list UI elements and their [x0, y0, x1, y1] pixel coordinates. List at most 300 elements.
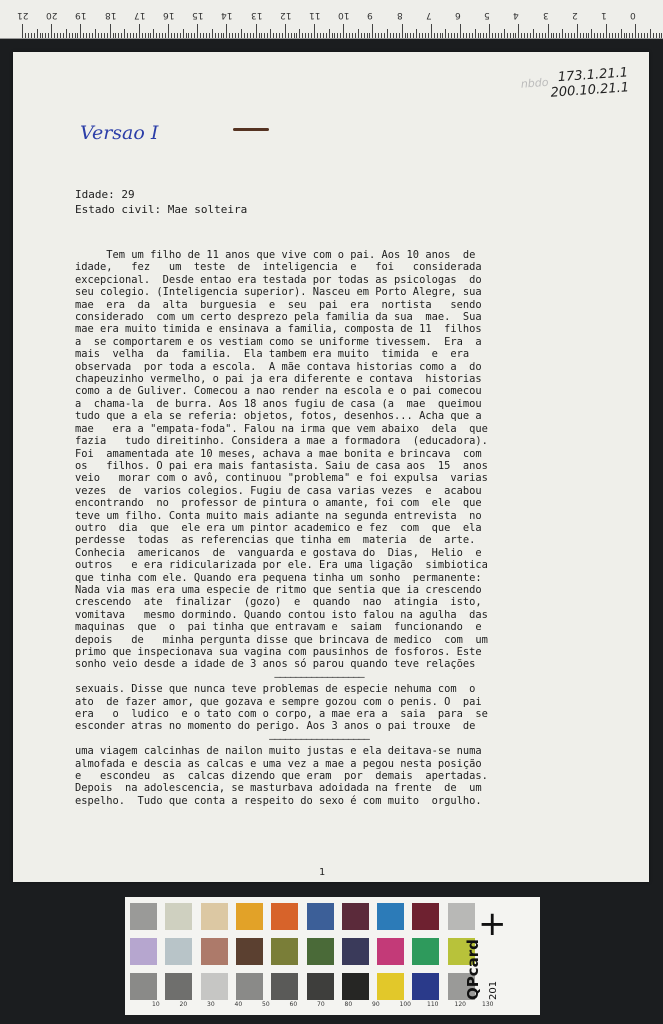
ruler-tick — [194, 33, 195, 38]
ruler-label: 20 — [46, 10, 58, 20]
ruler-tick — [364, 33, 365, 38]
scale-label: 30 — [207, 1001, 215, 1008]
color-swatch — [236, 973, 263, 1000]
text-line: chapeuzinho vermelho, o pai ja era diferente e contava historias — [75, 373, 482, 386]
ruler-tick — [63, 33, 64, 38]
ruler-tick — [393, 33, 394, 38]
ruler-tick — [413, 33, 414, 38]
ruler-tick — [405, 33, 406, 38]
ruler-tick — [445, 29, 446, 38]
archive-code-1: 173.1.21.1 — [557, 65, 629, 86]
ruler-tick — [612, 33, 613, 38]
color-swatch — [377, 973, 404, 1000]
text-line: sexuais. Disse que nunca teve problemas de especie nehuma com o — [75, 683, 476, 696]
ruler-tick — [247, 33, 248, 38]
scale-label: 20 — [179, 1001, 188, 1008]
ruler-tick — [98, 33, 99, 38]
ruler-tick — [542, 33, 543, 38]
ruler-tick — [387, 29, 388, 38]
ruler-tick — [121, 33, 122, 38]
ruler-tick — [530, 33, 531, 38]
ruler-tick — [232, 33, 233, 38]
ruler-tick — [437, 33, 438, 38]
ruler-tick — [609, 33, 610, 38]
ruler-label: 13 — [250, 10, 263, 20]
scale-label: 120 — [454, 1001, 466, 1008]
ruler-tick — [221, 33, 222, 38]
ruler-tick — [504, 29, 505, 38]
ruler-tick — [498, 33, 499, 38]
ruler-tick — [352, 33, 353, 38]
ruler-tick — [367, 33, 368, 38]
ruler-tick — [302, 33, 303, 38]
ruler-tick — [396, 33, 397, 38]
ruler-tick — [264, 33, 265, 38]
ruler-tick — [618, 33, 619, 38]
color-swatch — [165, 973, 192, 1000]
ruler-tick — [270, 29, 271, 38]
typed-paragraph — [75, 249, 563, 807]
ruler-tick — [486, 33, 487, 38]
ruler-tick — [454, 33, 455, 38]
ruler-tick — [22, 24, 23, 38]
ruler-tick — [428, 33, 429, 38]
text-line: vomitava mesmo dormindo. Quando contou isto falou na agulha das — [75, 608, 488, 621]
ruler-tick — [603, 33, 604, 38]
ruler-label: 19 — [75, 10, 87, 20]
ruler-tick — [83, 33, 84, 38]
ruler-tick — [416, 29, 417, 38]
text-line: mae era a "empata-foda". Falou na irma que vem abaixo dela que — [75, 422, 488, 435]
ruler-tick — [647, 33, 648, 38]
ruler-tick — [174, 33, 175, 38]
color-swatch — [130, 938, 157, 965]
ruler-tick — [521, 33, 522, 38]
text-line: mais velha da familia. Ela tambem era muito timida e era — [75, 348, 470, 361]
ruler-tick — [107, 33, 108, 38]
ruler-tick — [288, 33, 289, 38]
ruler-tick — [177, 33, 178, 38]
ruler-tick — [276, 33, 277, 38]
ruler-label: 17 — [133, 10, 146, 20]
ruler-tick — [419, 33, 420, 38]
ruler-label: 18 — [104, 10, 117, 20]
ruler-tick — [626, 33, 627, 38]
ruler-tick — [110, 24, 111, 38]
text-line: crescendo ate finalizar (gozo) e quando nao atingia isto, — [75, 596, 482, 609]
ruler-label: 8 — [396, 10, 403, 20]
ruler-tick — [86, 33, 87, 38]
scale-label: 130 — [482, 1001, 494, 1008]
ruler-tick — [51, 24, 52, 38]
ruler-tick — [659, 33, 660, 38]
ruler-tick — [171, 33, 172, 38]
color-swatch — [412, 938, 439, 965]
handwritten-title: Versao I — [80, 122, 159, 144]
ruler-tick — [340, 33, 341, 38]
ruler-tick — [148, 33, 149, 38]
text-line: idade, fez um teste de inteligencia e foi considerada — [75, 261, 482, 274]
ruler-label: 11 — [309, 10, 321, 20]
ruler-tick — [136, 33, 137, 38]
color-swatch — [201, 973, 228, 1000]
measuring-ruler — [0, 0, 663, 39]
text-line: a se comportarem e os vestiam como se uniforme tivessem. Era a — [75, 335, 482, 348]
ruler-tick — [425, 33, 426, 38]
ruler-tick — [372, 24, 373, 38]
archive-code-2: 200.10.21.1 — [550, 80, 630, 101]
ruler-tick — [200, 33, 201, 38]
text-line: sonho veio desde a idade de 3 anos só parou quando teve relações — [75, 658, 476, 671]
ruler-tick — [381, 33, 382, 38]
ruler-tick — [165, 33, 166, 38]
ruler-tick — [358, 29, 359, 38]
color-swatch — [377, 938, 404, 965]
text-line: primo que inspecionava sua vagina com pausinhos de fosforos. Este — [75, 646, 482, 658]
ruler-tick — [329, 29, 330, 38]
ruler-tick — [442, 33, 443, 38]
color-swatch — [412, 903, 439, 930]
text-line: outros e era ridicularizada por ele. Era uma ligação simbiotica — [75, 559, 488, 572]
ruler-tick — [533, 29, 534, 38]
ruler-tick — [606, 24, 607, 38]
ruler-tick — [197, 24, 198, 38]
ruler-tick — [632, 33, 633, 38]
ruler-tick — [95, 29, 96, 38]
ruler-tick — [127, 33, 128, 38]
text-line: perdesse todas as referencias que tinha em materia de arte. — [75, 534, 476, 547]
age-line: Idade: 29 — [75, 188, 135, 201]
ruler-tick — [77, 33, 78, 38]
ruler-tick — [279, 33, 280, 38]
ruler-tick — [180, 33, 181, 38]
ruler-tick — [653, 33, 654, 38]
ruler-tick — [343, 24, 344, 38]
color-swatch — [307, 903, 334, 930]
marital-status-line: Estado civil: Mae solteira — [75, 203, 248, 216]
ruler-tick — [209, 33, 210, 38]
ruler-tick — [562, 29, 563, 38]
ruler-tick — [475, 29, 476, 38]
ruler-tick — [656, 33, 657, 38]
ruler-label: 0 — [630, 10, 636, 20]
ruler-label: 4 — [513, 10, 520, 20]
page-number: 1 — [319, 867, 326, 878]
color-swatch — [271, 903, 298, 930]
ruler-tick — [501, 33, 502, 38]
ruler-tick — [384, 33, 385, 38]
underline-mark: ————————————————— — [274, 670, 364, 683]
text-line: veio morar com o avô, continuou "problema" e foi expulsa varias — [75, 472, 488, 485]
ruler-tick — [480, 33, 481, 38]
ruler-tick — [314, 24, 315, 38]
scale-label: 10 — [152, 1001, 160, 1008]
scale-label: 100 — [399, 1001, 411, 1008]
ruler-tick — [156, 33, 157, 38]
text-line: fazia tudo direitinho. Considera a mae a formadora (educadora). — [75, 435, 488, 448]
color-swatch — [307, 938, 334, 965]
ruler-tick — [308, 33, 309, 38]
ruler-tick — [203, 33, 204, 38]
ruler-tick — [212, 29, 213, 38]
ruler-tick — [615, 33, 616, 38]
ruler-tick — [463, 33, 464, 38]
text-line: os filhos. O pai era mais fantasista. Saiu de casa aos 15 anos — [75, 459, 488, 472]
ruler-tick — [124, 29, 125, 38]
ruler-tick — [34, 33, 35, 38]
text-line: Depois na adolescencia, se masturbava adoidada na frente de um — [75, 782, 482, 795]
subject-metadata — [75, 187, 247, 217]
text-line: seu colegio. (Inteligencia superior). Nasceu em Porto Alegre, sua — [75, 286, 482, 299]
ruler-tick — [629, 33, 630, 38]
ruler-tick — [118, 33, 119, 38]
ruler-tick — [466, 33, 467, 38]
ruler-tick — [551, 33, 552, 38]
text-line: depois de minha pergunta disse que brincava de medico com um — [75, 633, 488, 646]
ruler-tick — [571, 33, 572, 38]
ruler-tick — [282, 33, 283, 38]
ruler-tick — [159, 33, 160, 38]
ruler-tick — [375, 33, 376, 38]
ruler-tick — [296, 33, 297, 38]
text-line: encontrando no professor de pintura o amante, foi com ele que — [75, 497, 482, 510]
ruler-tick — [37, 29, 38, 38]
ruler-tick — [638, 33, 639, 38]
ruler-tick — [650, 29, 651, 38]
card-brand-label — [464, 940, 500, 1000]
ruler-tick — [101, 33, 102, 38]
color-swatch — [448, 903, 475, 930]
ruler-tick — [410, 33, 411, 38]
scale-label: 40 — [234, 1001, 243, 1008]
ruler-tick — [553, 33, 554, 38]
ruler-tick — [369, 33, 370, 38]
ruler-tick — [448, 33, 449, 38]
ruler-tick — [256, 24, 257, 38]
ruler-tick — [536, 33, 537, 38]
ruler-tick — [317, 33, 318, 38]
ruler-tick — [223, 33, 224, 38]
color-swatch — [236, 903, 263, 930]
text-line: Tem um filho de 11 anos que vive com o pai. Aos 10 anos de — [75, 249, 476, 261]
card-model: 201 — [488, 980, 499, 1000]
color-swatch — [130, 973, 157, 1000]
ruler-tick — [621, 29, 622, 38]
ruler-tick — [291, 33, 292, 38]
text-line: mae era da alta burguesia e seu pai era nortista sendo — [75, 298, 482, 311]
ruler-label: 1 — [601, 10, 607, 20]
ruler-tick — [507, 33, 508, 38]
color-swatch — [130, 903, 157, 930]
scale-label: 60 — [289, 1001, 298, 1008]
ruler-label: 7 — [425, 10, 432, 20]
ruler-label: 9 — [367, 10, 374, 20]
ruler-label: 6 — [455, 10, 461, 20]
text-line: como a de Guliver. Comecou a nao render na escola e o pai comecou — [75, 385, 482, 398]
ruler-tick — [113, 33, 114, 38]
ruler-tick — [235, 33, 236, 38]
text-line: uma viagem calcinhas de nailon muito justas e ela deitava-se numa — [75, 745, 482, 758]
ruler-label: 16 — [163, 10, 175, 20]
color-swatch — [342, 938, 369, 965]
ruler-tick — [407, 33, 408, 38]
ruler-tick — [42, 33, 43, 38]
ruler-label: 2 — [571, 10, 578, 20]
ruler-tick — [261, 33, 262, 38]
text-line: almofada e descia as calcas e uma vez a mae a pegou nesta posição — [75, 757, 482, 770]
color-swatch — [307, 973, 334, 1000]
ruler-tick — [150, 33, 151, 38]
ruler-tick — [337, 33, 338, 38]
ruler-label: 21 — [17, 10, 29, 20]
ruler-tick — [510, 33, 511, 38]
ink-smudge — [233, 128, 269, 131]
archive-ghost-stamp: nbdo — [520, 75, 550, 91]
ruler-tick — [361, 33, 362, 38]
ruler-tick — [548, 24, 549, 38]
scale-label: 80 — [344, 1001, 353, 1008]
ruler-tick — [60, 33, 61, 38]
text-line: considerado com um certo desprezo pela familia da sua mae. Sua — [75, 311, 482, 324]
text-line: espelho. Tudo que conta a respeito do sexo é com muito orgulho. — [75, 794, 482, 807]
text-line: e escondeu as calcas dizendo que eram por demais apertadas. — [75, 770, 488, 783]
ruler-tick — [431, 24, 432, 38]
ruler-tick — [641, 33, 642, 38]
text-line: teve um filho. Conta muito mais adiante na segunda entrevista no — [75, 509, 482, 522]
color-swatch — [165, 938, 192, 965]
ruler-tick — [250, 33, 251, 38]
scale-label: 90 — [372, 1001, 380, 1008]
ruler-tick — [556, 33, 557, 38]
ruler-tick — [215, 33, 216, 38]
ruler-tick — [153, 29, 154, 38]
ruler-tick — [661, 33, 662, 38]
text-line: esconder atras no momento do perigo. Aos 3 anos o pai trouxe de — [75, 720, 476, 733]
ruler-tick — [483, 33, 484, 38]
ruler-tick — [583, 33, 584, 38]
color-swatch — [412, 973, 439, 1000]
ruler-label: 3 — [542, 10, 549, 20]
scale-label: 70 — [317, 1001, 325, 1008]
ruler-label: 5 — [484, 10, 490, 20]
ruler-tick — [594, 33, 595, 38]
ruler-tick — [57, 33, 58, 38]
ruler-tick — [188, 33, 189, 38]
color-swatch — [201, 903, 228, 930]
ruler-tick — [54, 33, 55, 38]
ruler-tick — [25, 33, 26, 38]
ruler-tick — [513, 33, 514, 38]
ruler-tick — [241, 29, 242, 38]
ruler-tick — [326, 33, 327, 38]
ruler-tick — [565, 33, 566, 38]
ruler-tick — [460, 24, 461, 38]
ruler-tick — [244, 33, 245, 38]
ruler-tick — [524, 33, 525, 38]
ruler-label: 15 — [192, 10, 204, 20]
ruler-tick — [267, 33, 268, 38]
ruler-tick — [527, 33, 528, 38]
ruler-tick — [597, 33, 598, 38]
ruler-tick — [226, 24, 227, 38]
ruler-tick — [285, 24, 286, 38]
scale-label: 110 — [427, 1001, 439, 1008]
ruler-tick — [162, 33, 163, 38]
ruler-tick — [515, 33, 516, 38]
ruler-tick — [545, 33, 546, 38]
color-swatch — [342, 973, 369, 1000]
ruler-tick — [451, 33, 452, 38]
ruler-tick — [80, 24, 81, 38]
ruler-tick — [145, 33, 146, 38]
ruler-tick — [644, 33, 645, 38]
ruler-tick — [142, 33, 143, 38]
ruler-tick — [133, 33, 134, 38]
color-swatch — [271, 938, 298, 965]
ruler-tick — [186, 33, 187, 38]
ruler-tick — [434, 33, 435, 38]
ruler-tick — [559, 33, 560, 38]
ruler-tick — [40, 33, 41, 38]
card-brand: QPcard — [464, 939, 482, 1000]
ruler-tick — [89, 33, 90, 38]
ruler-tick — [75, 33, 76, 38]
ruler-tick — [489, 24, 490, 38]
ruler-tick — [323, 33, 324, 38]
ruler-tick — [191, 33, 192, 38]
ruler-tick — [259, 33, 260, 38]
ruler-tick — [457, 33, 458, 38]
ruler-tick — [539, 33, 540, 38]
ruler-tick — [320, 33, 321, 38]
ruler-tick — [574, 33, 575, 38]
text-line: excepcional. Desde entao era testada por todas as psicologas do — [75, 273, 482, 286]
ruler-tick — [600, 33, 601, 38]
color-swatch — [165, 903, 192, 930]
text-line: Foi amamentada ate 10 meses, achava a mae bonita e brincava com — [75, 447, 482, 460]
ruler-tick — [588, 33, 589, 38]
ruler-tick — [229, 33, 230, 38]
ruler-tick — [305, 33, 306, 38]
ruler-tick — [478, 33, 479, 38]
ruler-tick — [104, 33, 105, 38]
text-line: ato de fazer amor, que gozava e sempre gozou com o penis. O pai — [75, 695, 482, 708]
ruler-tick — [28, 33, 29, 38]
ruler-tick — [492, 33, 493, 38]
ruler-tick — [332, 33, 333, 38]
text-line: que tinha com ele. Quando era pequena tinha um sonho permanente: — [75, 571, 482, 584]
ruler-tick — [31, 33, 32, 38]
ruler-tick — [218, 33, 219, 38]
document-page — [13, 52, 649, 882]
archive-codes — [520, 65, 630, 101]
ruler-tick — [206, 33, 207, 38]
ruler-tick — [577, 24, 578, 38]
color-swatch — [377, 903, 404, 930]
text-line: outro dia que ele era um pintor academico e fez com que ela — [75, 521, 482, 534]
text-line: a chama-la de burra. Aos 18 anos fugiu de casa (a mae queimou — [75, 397, 482, 410]
ruler-tick — [624, 33, 625, 38]
ruler-tick — [238, 33, 239, 38]
ruler-tick — [399, 33, 400, 38]
ruler-tick — [495, 33, 496, 38]
text-line: era o ludico e o tato com o corpo, a mae era a saia para se — [75, 708, 488, 721]
ruler-tick — [311, 33, 312, 38]
ruler-tick — [115, 33, 116, 38]
color-swatch — [342, 903, 369, 930]
ruler-label: 14 — [221, 10, 233, 20]
ruler-tick — [92, 33, 93, 38]
